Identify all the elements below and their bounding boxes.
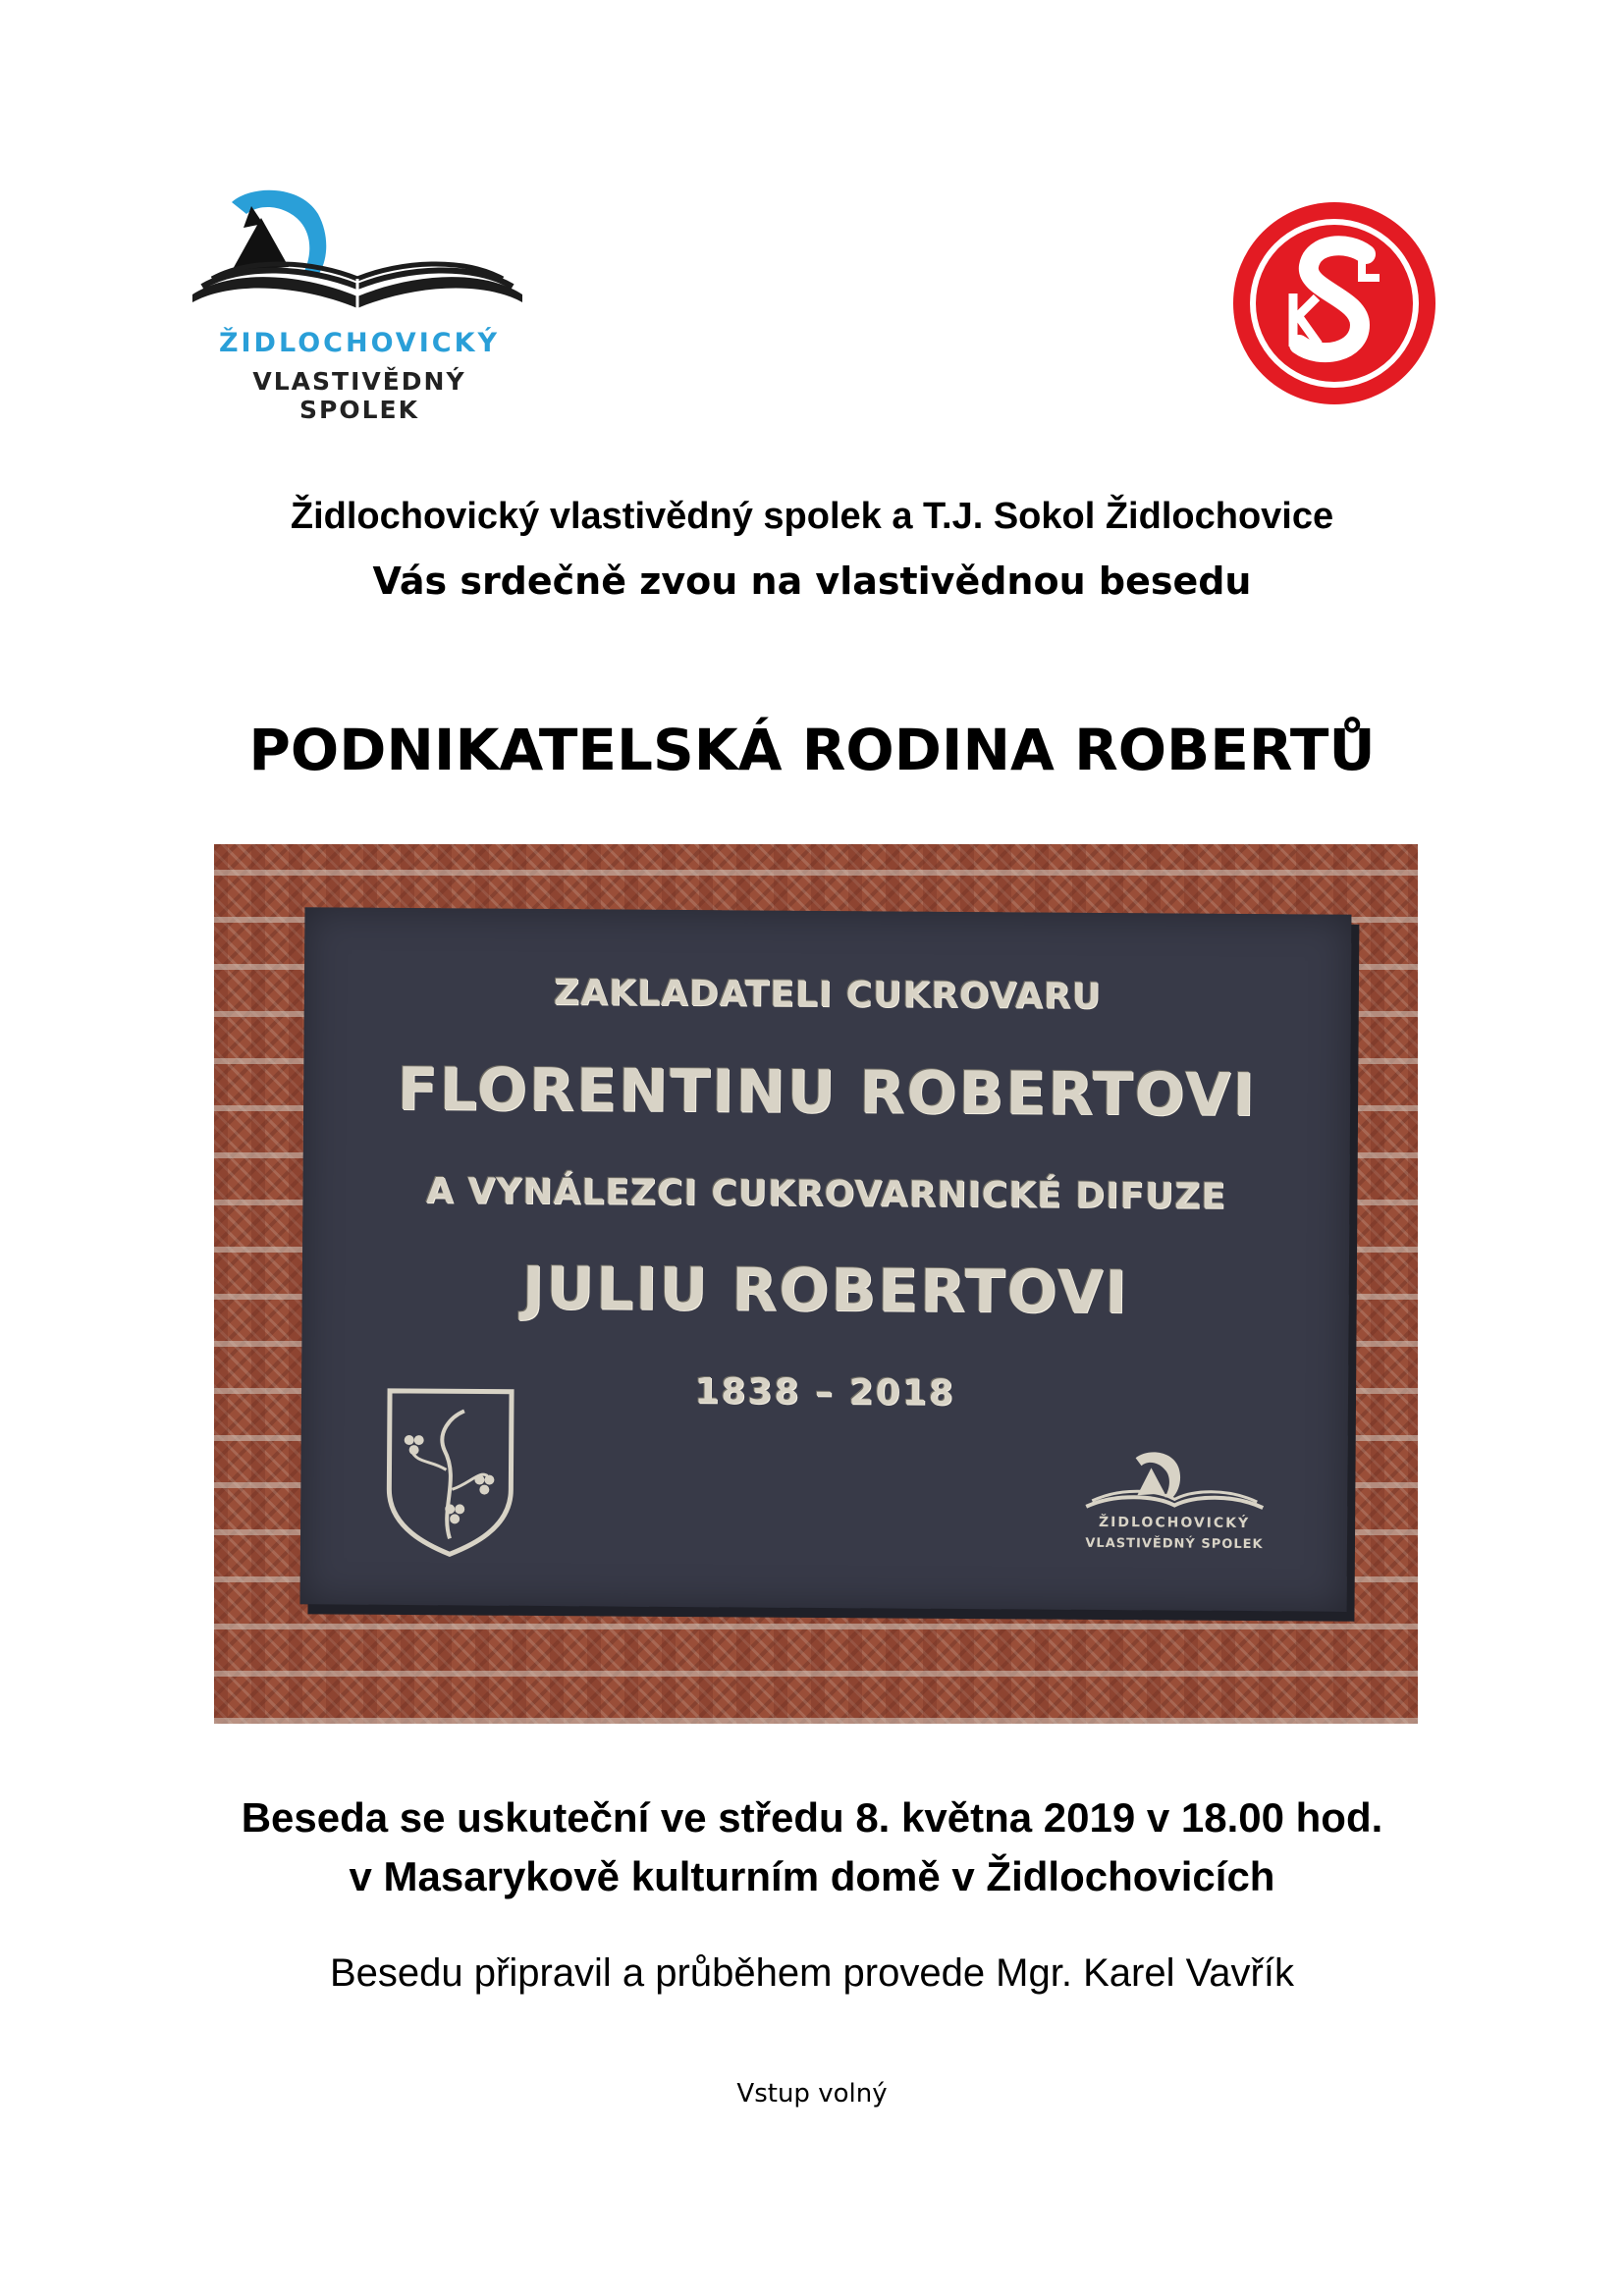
sokol-logo xyxy=(1230,199,1438,407)
invitation-line: Vás srdečně zvou na vlastivědnou besedu xyxy=(372,560,1252,603)
event-place: v Masarykově kulturním domě v Židlochovicích xyxy=(349,1853,1275,1899)
vlastivedny-spolek-logo xyxy=(192,185,526,424)
plaque-logo-line2: VLASTIVĚDNÝ SPOLEK xyxy=(1085,1535,1264,1553)
plaque-line1: ZAKLADATELI CUKROVARU xyxy=(553,973,1102,1017)
event-date: Beseda se uskuteční ve středu 8. května 2019 v 18.00 hod. xyxy=(241,1794,1383,1841)
logo-left-line1: ŽIDLOCHOVICKÝ xyxy=(218,328,501,358)
plaque-logo-line1: ŽIDLOCHOVICKÝ xyxy=(1099,1514,1251,1532)
sokol-emblem-icon xyxy=(1230,199,1438,407)
organizers-line: Židlochovický vlastivědný spolek a T.J. Sokol Židlochovice xyxy=(290,496,1334,537)
logo-left-line2: VLASTIVĚDNÝ SPOLEK xyxy=(252,367,466,424)
plaque-spolek-logo xyxy=(1076,1448,1273,1567)
entry-note: Vstup volný xyxy=(736,2079,888,2109)
plaque-years: 1838 – 2018 xyxy=(694,1371,955,1414)
plaque-line2: FLORENTINU ROBERTOVI xyxy=(397,1054,1257,1131)
plaque-photo xyxy=(214,844,1418,1724)
book-sail-icon xyxy=(192,185,526,322)
page-title: PODNIKATELSKÁ RODINA ROBERTŮ xyxy=(248,717,1376,783)
memorial-plaque xyxy=(300,907,1352,1611)
event-lecturer: Besedu připravil a průběhem provede Mgr. Karel Vavřík xyxy=(330,1951,1294,1995)
plaque-line4: JULIU ROBERTOVI xyxy=(521,1254,1129,1328)
book-sail-icon xyxy=(1076,1448,1272,1514)
plaque-line3: A VYNÁLEZCI CUKROVARNICKÉ DIFUZE xyxy=(425,1171,1227,1217)
coat-of-arms-icon xyxy=(381,1381,519,1559)
